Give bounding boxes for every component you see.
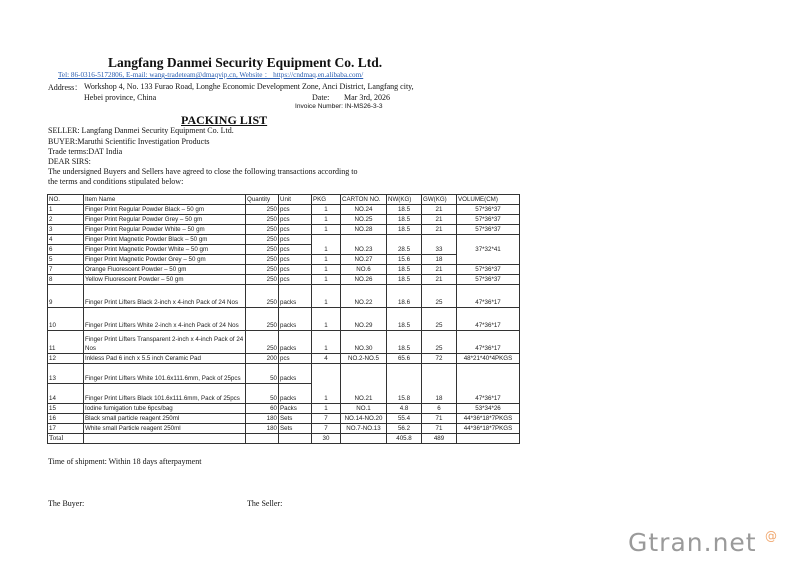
cell-carton: NO.30: [341, 331, 387, 354]
cell-no: 2: [48, 215, 84, 225]
cell-no: 8: [48, 275, 84, 285]
company-name: Langfang Danmei Security Equipment Co. Ltd.: [108, 55, 383, 70]
table-row: [48, 225, 520, 235]
cell-volume: 37*32*41: [457, 235, 520, 265]
cell-no: 12: [48, 354, 84, 364]
cell-unit: pcs: [279, 235, 312, 245]
cell-no: 6: [48, 245, 84, 255]
table-row: [48, 275, 520, 285]
cell-pkg: 7: [312, 424, 341, 434]
cell-volume: 44*36*18*7PKGS: [457, 424, 520, 434]
cell-no: 14: [48, 384, 84, 404]
cell-item: Finger Print Lifters Black 2-inch x 4-inch Pack of 24 Nos: [84, 285, 246, 308]
table-row: [48, 308, 520, 331]
intro-paragraph-line-2: the terms and conditions stipulated below:: [48, 177, 184, 186]
cell-qty: 250: [246, 255, 279, 265]
cell-unit: pcs: [279, 265, 312, 275]
cell-qty: 250: [246, 265, 279, 275]
cell-item: White small Particle reagent 250ml: [84, 424, 246, 434]
address-line-2: Hebei province, China: [84, 93, 157, 102]
table-header-row: [48, 195, 520, 205]
cell-qty: 50: [246, 384, 279, 404]
cell-item: Finger Print Lifters Transparent 2-inch x 4-inch Pack of 24 Nos: [84, 331, 246, 354]
cell-nw: 15.8: [387, 364, 422, 404]
cell-gw: 21: [422, 215, 457, 225]
cell-qty: 250: [246, 275, 279, 285]
cell-unit: pcs: [279, 225, 312, 235]
cell-pkg: 1: [312, 265, 341, 275]
cell-qty: 250: [246, 245, 279, 255]
cell-nw: 18.5: [387, 275, 422, 285]
cell-unit: pcs: [279, 255, 312, 265]
table-row: [48, 414, 520, 424]
cell-pkg: 1: [312, 215, 341, 225]
cell-carton: NO.25: [341, 215, 387, 225]
cell-empty: [84, 434, 246, 444]
table-row: [48, 404, 520, 414]
watermark-logo: Gtran.net: [628, 528, 757, 557]
table-row: [48, 331, 520, 354]
cell-unit: pcs: [279, 245, 312, 255]
cell-gw: 25: [422, 308, 457, 331]
cell-nw: 28.5: [387, 235, 422, 255]
salutation: DEAR SIRS:: [48, 157, 91, 166]
contact-info-link[interactable]: Tel: 86-0316-5172806, E-mail: wang-tradeteam@dmaqvip.cn, Website ： https://cndmaq.en.alibaba.com/: [58, 71, 364, 79]
buyer-signature-label: The Buyer:: [48, 499, 85, 508]
cell-gw: 71: [422, 424, 457, 434]
table-row: [48, 255, 520, 265]
cell-qty: 180: [246, 414, 279, 424]
cell-item: Finger Print Magnetic Powder Grey – 50 gm: [84, 255, 246, 265]
document-title: PACKING LIST: [181, 113, 268, 127]
cell-qty: 250: [246, 225, 279, 235]
total-gw: 489: [422, 434, 457, 444]
cell-pkg: 1: [312, 255, 341, 265]
cell-gw: 21: [422, 205, 457, 215]
cell-volume: 48*21*40*4PKGS: [457, 354, 520, 364]
cell-carton: NO.27: [341, 255, 387, 265]
cell-unit: Packs: [279, 404, 312, 414]
cell-gw: 33: [422, 235, 457, 255]
packing-list-table: [47, 194, 520, 444]
header-pkg: PKG: [312, 195, 341, 205]
total-row: [48, 434, 520, 444]
cell-nw: 56.2: [387, 424, 422, 434]
cell-item: Orange Fluorescent Powder – 50 gm: [84, 265, 246, 275]
cell-volume: 57*36*37: [457, 205, 520, 215]
cell-item: Inkless Pad 6 inch x 5.5 inch Ceramic Pad: [84, 354, 246, 364]
cell-carton: NO.24: [341, 205, 387, 215]
cell-qty: 250: [246, 215, 279, 225]
cell-no: 1: [48, 205, 84, 215]
cell-unit: pcs: [279, 354, 312, 364]
table-row: [48, 215, 520, 225]
table-row: [48, 285, 520, 308]
cell-volume: 47*36*17: [457, 331, 520, 354]
watermark-at-icon: @: [765, 529, 777, 543]
cell-nw: 18.6: [387, 285, 422, 308]
cell-unit: pcs: [279, 275, 312, 285]
cell-nw: 18.5: [387, 225, 422, 235]
cell-no: 5: [48, 255, 84, 265]
cell-empty: [246, 434, 279, 444]
cell-qty: 250: [246, 308, 279, 331]
cell-pkg: 1: [312, 225, 341, 235]
cell-nw: 15.6: [387, 255, 422, 265]
cell-item: Finger Print Magnetic Powder Black – 50 gm: [84, 235, 246, 245]
cell-volume: 53*34*26: [457, 404, 520, 414]
header-no: NO.: [48, 195, 84, 205]
cell-gw: 72: [422, 354, 457, 364]
cell-volume: 57*36*37: [457, 265, 520, 275]
total-pkg: 30: [312, 434, 341, 444]
cell-nw: 18.5: [387, 331, 422, 354]
seller-signature-label: The Seller:: [247, 499, 283, 508]
cell-nw: 18.5: [387, 205, 422, 215]
header-nw: NW(KG): [387, 195, 422, 205]
cell-qty: 250: [246, 205, 279, 215]
total-nw: 405.8: [387, 434, 422, 444]
cell-pkg: 4: [312, 354, 341, 364]
cell-gw: 18: [422, 364, 457, 404]
cell-gw: 18: [422, 255, 457, 265]
cell-item: Yellow Fluorescent Powder – 50 gm: [84, 275, 246, 285]
cell-item: Finger Print Lifters White 101.6x111.6mm, Pack of 25pcs: [84, 364, 246, 384]
cell-no: 7: [48, 265, 84, 275]
cell-unit: packs: [279, 331, 312, 354]
cell-pkg: 1: [312, 364, 341, 404]
table-row: [48, 354, 520, 364]
cell-pkg: 1: [312, 285, 341, 308]
cell-qty: 250: [246, 235, 279, 245]
cell-carton: NO.7-NO.13: [341, 424, 387, 434]
cell-item: Finger Print Regular Powder Grey – 50 gm: [84, 215, 246, 225]
cell-unit: packs: [279, 308, 312, 331]
cell-carton: NO.6: [341, 265, 387, 275]
date-value: Mar 3rd, 2026: [344, 93, 390, 102]
cell-qty: 60: [246, 404, 279, 414]
date-label: Date:: [312, 93, 330, 102]
table-row: [48, 364, 520, 384]
cell-empty: [341, 434, 387, 444]
cell-pkg: 1: [312, 275, 341, 285]
header-unit: Unit: [279, 195, 312, 205]
address-line-1: Workshop 4, No. 133 Furao Road, Longhe Economic Development Zone, Anci District, Langfang city,: [84, 82, 414, 91]
cell-volume: 47*36*17: [457, 285, 520, 308]
cell-carton: NO.1: [341, 404, 387, 414]
cell-item: Finger Print Magnetic Powder White – 50 gm: [84, 245, 246, 255]
cell-empty: [279, 434, 312, 444]
cell-unit: pcs: [279, 215, 312, 225]
cell-pkg: 1: [312, 331, 341, 354]
cell-no: 9: [48, 285, 84, 308]
header-item-name: Item Name: [84, 195, 246, 205]
cell-gw: 25: [422, 285, 457, 308]
cell-carton: NO.2-NO.5: [341, 354, 387, 364]
cell-pkg: 1: [312, 205, 341, 215]
cell-pkg: 7: [312, 414, 341, 424]
cell-nw: 4.8: [387, 404, 422, 414]
intro-paragraph-line-1: The undersigned Buyers and Sellers have agreed to close the following transactions according to: [48, 167, 358, 176]
cell-volume: 47*36*17: [457, 364, 520, 404]
header-volume: VOLUME(CM): [457, 195, 520, 205]
cell-volume: 57*36*37: [457, 215, 520, 225]
cell-unit: pcs: [279, 205, 312, 215]
cell-carton: NO.22: [341, 285, 387, 308]
cell-item: Finger Print Regular Powder White – 50 gm: [84, 225, 246, 235]
seller-line: SELLER: Langfang Danmei Security Equipment Co. Ltd.: [48, 126, 234, 135]
cell-carton: NO.23: [341, 235, 387, 255]
cell-unit: packs: [279, 285, 312, 308]
cell-no: 11: [48, 331, 84, 354]
table-row: [48, 235, 520, 245]
cell-no: 15: [48, 404, 84, 414]
cell-carton: NO.14-NO.20: [341, 414, 387, 424]
cell-gw: 25: [422, 331, 457, 354]
cell-pkg: 1: [312, 404, 341, 414]
cell-volume: 44*36*18*7PKGS: [457, 414, 520, 424]
cell-unit: Sets: [279, 414, 312, 424]
cell-carton: NO.29: [341, 308, 387, 331]
cell-item: Black small particle reagent 250ml: [84, 414, 246, 424]
cell-carton: NO.28: [341, 225, 387, 235]
cell-volume: 47*36*17: [457, 308, 520, 331]
cell-no: 16: [48, 414, 84, 424]
cell-nw: 55.4: [387, 414, 422, 424]
cell-qty: 50: [246, 364, 279, 384]
cell-unit: Sets: [279, 424, 312, 434]
cell-qty: 250: [246, 285, 279, 308]
buyer-line: BUYER:Maruthi Scientific Investigation Products: [48, 137, 210, 146]
trade-terms-line: Trade terms:DAT India: [48, 147, 123, 156]
cell-no: 13: [48, 364, 84, 384]
cell-qty: 250: [246, 331, 279, 354]
header-gw: GW(KG): [422, 195, 457, 205]
cell-qty: 180: [246, 424, 279, 434]
cell-gw: 21: [422, 265, 457, 275]
cell-item: Finger Print Lifters White 2-inch x 4-inch Pack of 24 Nos: [84, 308, 246, 331]
cell-pkg: 1: [312, 308, 341, 331]
shipment-terms: Time of shipment: Within 18 days afterpayment: [48, 457, 202, 466]
cell-nw: 65.6: [387, 354, 422, 364]
cell-unit: packs: [279, 384, 312, 404]
table-row: [48, 424, 520, 434]
cell-gw: 21: [422, 275, 457, 285]
cell-gw: 71: [422, 414, 457, 424]
cell-empty: [457, 434, 520, 444]
cell-carton: NO.26: [341, 275, 387, 285]
address-label: Address：: [48, 83, 83, 92]
header-quantity: Quantity: [246, 195, 279, 205]
cell-item: Finger Print Regular Powder Black – 50 gm: [84, 205, 246, 215]
header-carton-no: CARTON NO.: [341, 195, 387, 205]
cell-pkg: 1: [312, 235, 341, 255]
cell-volume: 57*36*37: [457, 225, 520, 235]
total-label: Total: [48, 434, 84, 444]
table-row: [48, 265, 520, 275]
cell-qty: 200: [246, 354, 279, 364]
cell-no: 10: [48, 308, 84, 331]
cell-volume: 57*36*37: [457, 275, 520, 285]
cell-gw: 6: [422, 404, 457, 414]
cell-nw: 18.5: [387, 215, 422, 225]
table-row: [48, 205, 520, 215]
cell-item: Finger Print Lifters Black 101.6x111.6mm, Pack of 25pcs: [84, 384, 246, 404]
cell-no: 4: [48, 235, 84, 245]
cell-item: Iodine fumigation tube 6pcs/bag: [84, 404, 246, 414]
cell-gw: 21: [422, 225, 457, 235]
cell-unit: packs: [279, 364, 312, 384]
cell-nw: 18.5: [387, 308, 422, 331]
cell-carton: NO.21: [341, 364, 387, 404]
cell-nw: 18.5: [387, 265, 422, 275]
cell-no: 3: [48, 225, 84, 235]
invoice-number: Invoice Number: IN-MS26-3-3: [295, 103, 383, 110]
cell-no: 17: [48, 424, 84, 434]
